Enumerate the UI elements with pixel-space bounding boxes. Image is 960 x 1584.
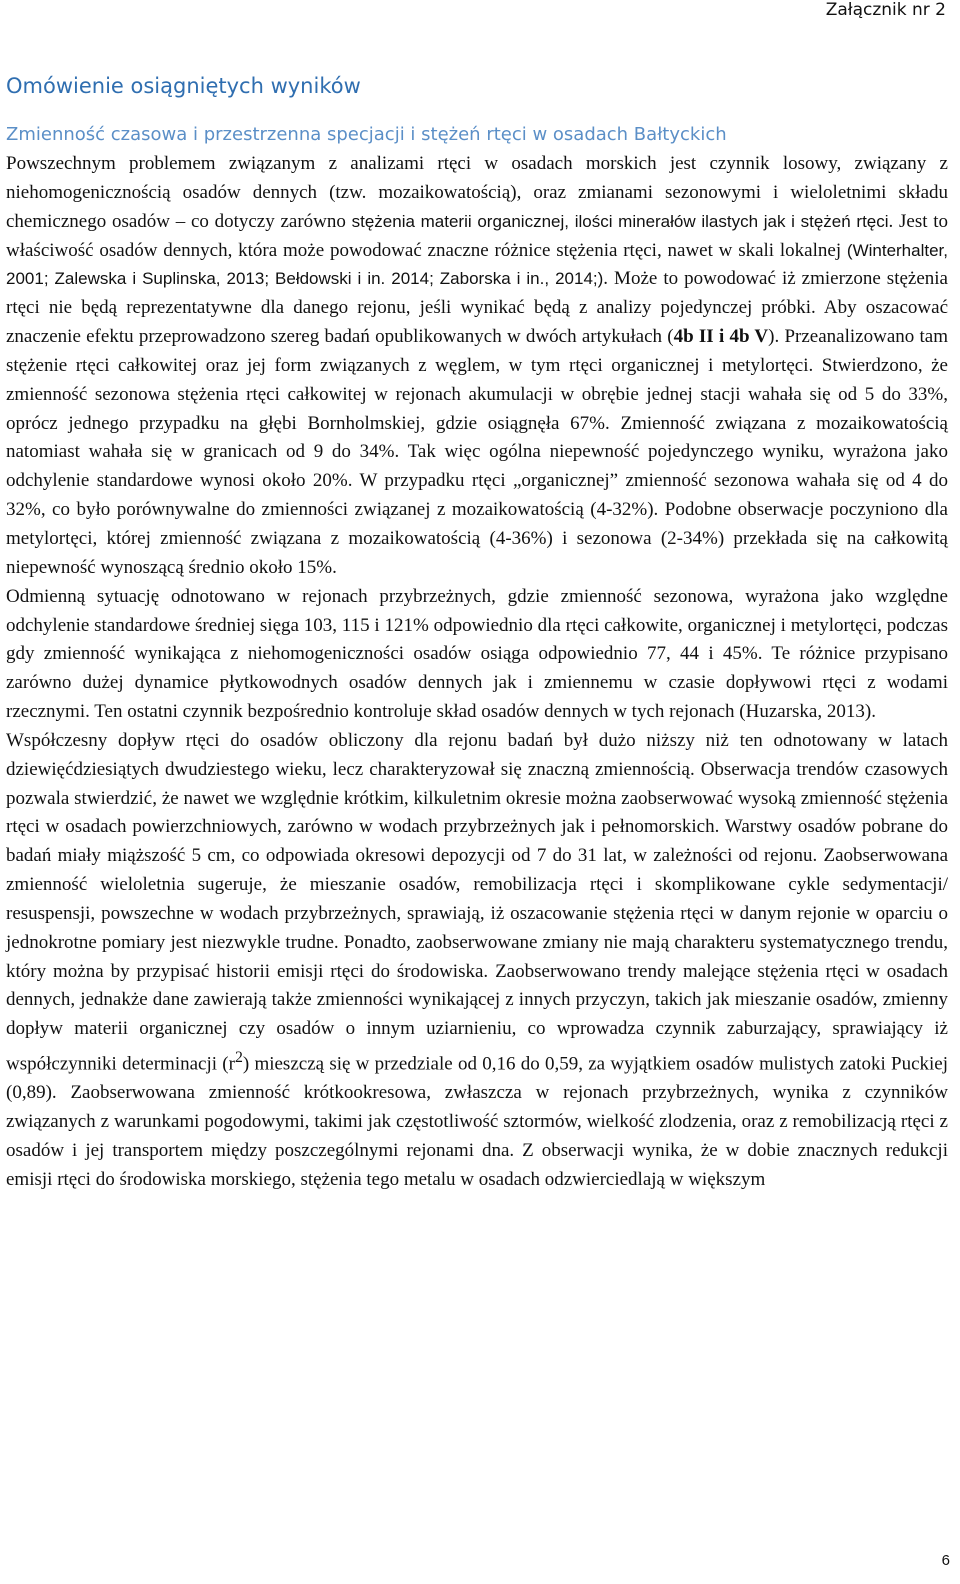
paragraph-3-part-2: ) mieszczą się w przedziale od 0,16 do 0,59, za wyjątkiem osadów mulistych zatoki Puckiej (0,89). Zaobserwowana zmienność krótkookresowa, zwłaszcza w rejonach przybrzeżnych, wynika z czynników związanych z warunkami pogodowymi, takimi jak częstotliwość sztormów, wielkość zlodzenia, oraz z remobilizacją rtęci z osadów i jej transportem między poszczególnymi rejonami dna. Z obserwacji wynika, że w dobie znacznych redukcji emisji rtęci do środowiska morskiego, stężenia tego metalu w osadach odzwierciedlają w większym	[6, 1053, 948, 1190]
paragraph-3	[6, 727, 948, 1195]
paragraph-1	[6, 150, 948, 583]
paragraph-2: Odmienną sytuację odnotowano w rejonach przybrzeżnych, gdzie zmienność sezonowa, wyrażona jako względne odchylenie standardowe średniej sięga 103, 115 i 121% odpowiednio dla rtęci całkowite, organicznej i metylortęci, podczas gdy zmienność wynikająca z niehomogeniczności osadów osiąga odpowiednio 77, 44 i 45%. Te różnice przypisano zarówno dużej dynamice płytkowodnych osadów dennych jak i zmiennemu w czasie dopływowi rtęci z wodami rzecznymi. Ten ostatni czynnik bezpośrednio kontroluje skład osadów dennych w tych rejonach (Huzarska, 2013).	[6, 585, 948, 723]
section-subtitle: Zmienność czasowa i przestrzenna specjacji i stężeń rtęci w osadach Bałtyckich	[6, 124, 727, 145]
article-reference: 4b II i 4b V	[673, 326, 769, 348]
paragraph-1-part-3: . Jest to właściwość osadów dennych, która może powodować znaczne różnice stężenia rtęci, nawet w skali lokalnej	[6, 210, 949, 261]
paragraph-1-part-1: Powszechnym problemem związanym z analizami rtęci w osadach morskich jest czynnik losowy, związany z niehomogenicznością osadów dennych (tzw. mozaikowatością), oraz zmianami sezonowymi i wieloletnimi składu chemicznego osadów – co dotyczy zarówno	[6, 153, 948, 232]
paragraph-1-part-7: ). Przeanalizowano tam stężenie rtęci całkowitej oraz jej form związanych z węglem, w tym rtęci organicznej i metylortęci. Stwierdzono, że zmienność sezonowa stężenia rtęci całkowitej w rejonach akumulacji w obrębie jednej stacji wahała się od 5 do 33%, oprócz jednego przypadku na głębi Bornholmskiej, gdzie osiągnęła 67%. Zmienność związana z mozaikowatością natomiast wahała się w granicach od 9 do 34%. Tak więc ogólna niepewność pojedynczego wyniku, wyrażona jako odchylenie standardowe wynosi około 20%. W przypadku rtęci „organicznej” zmienność sezonowa wahała się od 4 do 32%, co było porównywalne do zmienności związanej z mozaikowatością (4-32%). Podobne obserwacje poczyniono dla metylortęci, której zmienność związana z mozaikowatością (4-36%) i sezonowa (2-34%) przekłada się na całkowitą niepewność wynoszącą średnio około 15%.	[6, 326, 948, 578]
paragraph-1-part-5: . Może to powodować iż zmierzone stężenia rtęci nie będą reprezentatywne dla danego rejonu, jeśli wynikać będą z analizy pojedynczej próbki. Aby oszacować znaczenie efektu przeprowadzono szereg badań opublikowanych w dwóch artykułach (	[6, 268, 948, 348]
page-body	[6, 72, 948, 1195]
citation-group: (Winterhalter, 2001; Zalewska i Suplinska, 2013; Bełdowski i in. 2014; Zaborska i in., 2014;)	[6, 240, 948, 289]
paragraph-3-part-1: Współczesny dopływ rtęci do osadów obliczony dla rejonu badań był dużo niższy niż ten odnotowany w latach dziewięćdziesiątych dwudziestego wieku, lecz charakteryzował się znaczną zmiennością. Obserwacja trendów czasowych pozwala stwierdzić, że nawet we względnie krótkim, kilkuletnim okresie można zaobserwować wysoką zmienność stężenia rtęci w osadach powierzchniowych, zarówno w wodach przybrzeżnych jak i pełnomorskich. Warstwy osadów pobrane do badań miały miąższość 5 cm, co odpowiada okresowi depozycji od 7 do 31 lat, w zależności od rejonu. Zaobserwowana zmienność wieloletnia sugeruje, że mieszanie osadów, remobilizacja rtęci i skomplikowane cykle sedymentacji/ resuspensji, powszechne w wodach przybrzeżnych, sprawiają, iż oszacowanie stężenia rtęci w danym rejonie w oparciu o jednokrotne pomiary jest niezwykle trudne. Ponadto, zaobserwowane zmiany nie mają charakteru systematycznego trendu, który można by przypisać historii emisji rtęci do środowiska. Zaobserwowano trendy malejące stężenia rtęci w osadach dennych, jednakże dane zawierają także zmienności wynikającej z innych przyczyn, takich jak mieszanie osadów, zmienny dopływ materii organicznej czy osadów o innym uziarnieniu, co wprowadza czynnik zaburzający, sprawiający iż współczynniki determinacji (r	[6, 729, 948, 1075]
annex-label: Załącznik nr 2	[825, 0, 946, 20]
superscript-2: 2	[234, 1049, 243, 1067]
page-number: 6	[941, 1552, 950, 1569]
page-title: Omówienie osiągniętych wyników	[6, 74, 361, 98]
paragraph-1-part-2: stężenia materii organicznej, ilości minerałów ilastych jak i stężeń rtęci	[351, 211, 889, 231]
